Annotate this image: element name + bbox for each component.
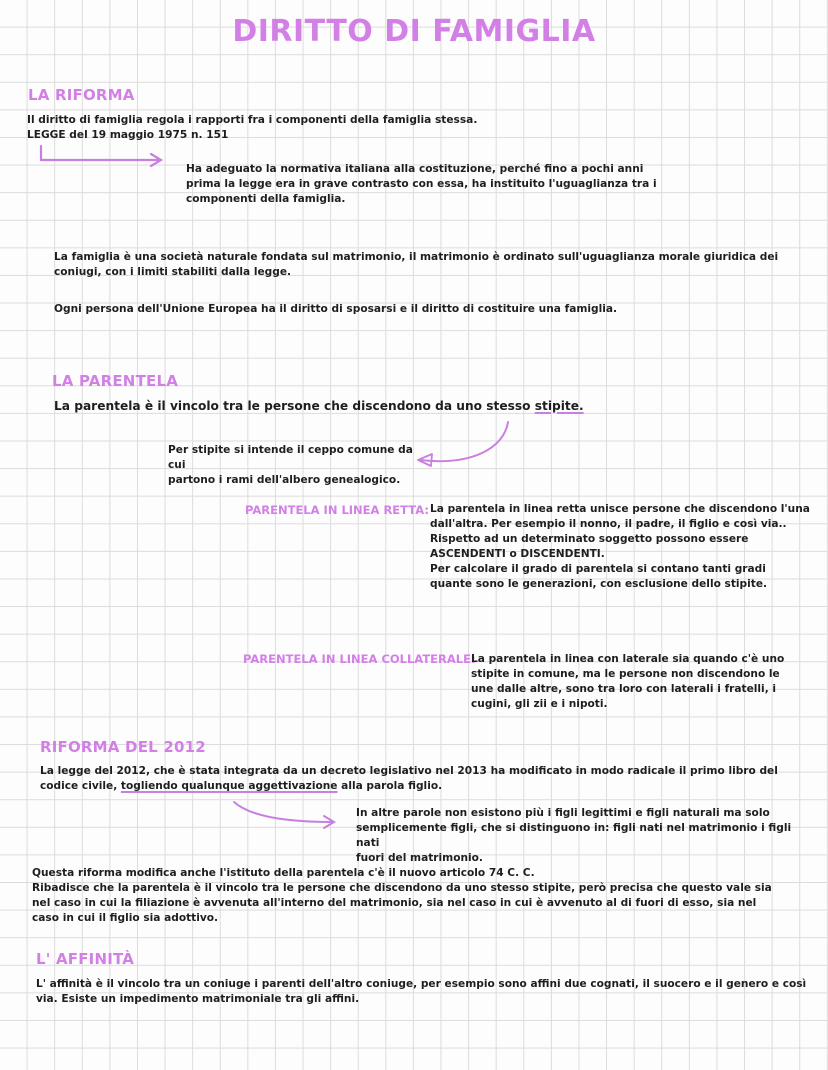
text-line: La parentela in linea retta unisce persone che discendono l'una xyxy=(430,503,810,515)
text-line: ASCENDENTI o DISCENDENTI. xyxy=(430,548,605,560)
arrow-icon xyxy=(38,144,168,168)
section-heading-affinita: L' AFFINITÀ xyxy=(36,950,135,968)
stipite-note xyxy=(168,443,428,488)
paragraph-line: L' affinità è il vincolo tra un coniuge i parenti dell'altro coniuge, per esempio sono affini due cognati, il suocero e il genero e così xyxy=(36,978,807,990)
text-line: cugini, gli zii e i nipoti. xyxy=(471,698,608,710)
note-line: componenti della famiglia. xyxy=(186,193,346,205)
riforma-paragraph-2: Ogni persona dell'Unione Europea ha il diritto di sposarsi e il diritto di costituire una famiglia. xyxy=(54,303,618,315)
section-heading-riforma: LA RIFORMA xyxy=(28,86,135,104)
text-line: dall'altra. Per esempio il nonno, il padre, il figlio e così via.. xyxy=(430,518,787,530)
note-line: In altre parole non esistono più i figli legittimi e figli naturali ma solo xyxy=(356,807,770,819)
riforma-arrow-note xyxy=(186,162,666,207)
note-line: prima la legge era in grave contrasto con essa, ha instituito l'uguaglianza tra i xyxy=(186,178,657,190)
paragraph-line: Questa riforma modifica anche l'istituto della parentela c'è il nuovo articolo 74 C. C. xyxy=(32,867,535,879)
intro-text: codice civile, xyxy=(40,780,121,792)
paragraph-line: caso in cui il figlio sia adottivo. xyxy=(32,912,219,924)
retta-label: PARENTELA IN LINEA RETTA: xyxy=(245,503,429,517)
collaterale-label: PARENTELA IN LINEA COLLATERALE: xyxy=(243,652,476,666)
curved-arrow-icon xyxy=(232,800,342,832)
text-line: Per calcolare il grado di parentela si contano tanti gradi xyxy=(430,563,766,575)
riforma-2012-arrow-note xyxy=(356,806,816,866)
affinita-text xyxy=(36,977,816,1007)
text-line: Rispetto ad un determinato soggetto possono essere xyxy=(430,533,749,545)
text-line: une dalle altre, sono tra loro con laterali i fratelli, i xyxy=(471,683,777,695)
riforma-intro xyxy=(27,113,727,143)
paragraph-line: La famiglia è una società naturale fondata sul matrimonio, il matrimonio è ordinato sull'uguaglianza morale giuridica dei xyxy=(54,251,779,263)
text-line: quante sono le generazioni, con esclusione dello stipite. xyxy=(430,578,768,590)
paragraph-line: coniugi, con i limiti stabiliti dalla legge. xyxy=(54,266,292,278)
parentela-intro xyxy=(54,398,774,414)
retta-text xyxy=(430,502,822,592)
paragraph-line: via. Esiste un impedimento matrimoniale tra gli affini. xyxy=(36,993,360,1005)
note-line: partono i rami dell'albero genealogico. xyxy=(168,474,401,486)
riforma-2012-intro xyxy=(40,764,820,794)
paragraph-line: Ribadisce che la parentela è il vincolo tra le persone che discendono da uno stesso stipite, però precisa che questo vale sia xyxy=(32,882,772,894)
note-line: fuori del matrimonio. xyxy=(356,852,483,864)
page-title: DIRITTO DI FAMIGLIA xyxy=(232,14,596,49)
note-line: semplicemente figli, che si distinguono in: figli nati nel matrimonio i figli nati xyxy=(356,822,792,849)
riforma-line-2: LEGGE del 19 maggio 1975 n. 151 xyxy=(27,129,229,141)
section-heading-parentela: LA PARENTELA xyxy=(52,372,179,390)
intro-text: alla parola figlio. xyxy=(337,780,443,792)
highlight-term: togliendo qualunque aggettivazione xyxy=(120,780,338,792)
paragraph-line: nel caso in cui la filiazione è avvenuta all'interno del matrimonio, sia nel caso in cui è avvenuto al di fuori di esso, sia nel xyxy=(32,897,757,909)
intro-line: La legge del 2012, che è stata integrata da un decreto legislativo nel 2013 ha modificato in modo radicale il primo libro del xyxy=(40,765,778,777)
collaterale-text xyxy=(471,652,791,712)
section-heading-riforma-2012: RIFORMA DEL 2012 xyxy=(40,738,206,756)
note-line: Ha adeguato la normativa italiana alla costituzione, perché fino a pochi anni xyxy=(186,163,644,175)
riforma-paragraph-1 xyxy=(54,250,814,280)
riforma-line-1: Il diritto di famiglia regola i rapporti fra i componenti della famiglia stessa. xyxy=(27,114,478,126)
note-line: Per stipite si intende il ceppo comune da cui xyxy=(168,444,413,471)
riforma-2012-paragraph xyxy=(32,866,812,926)
intro-line xyxy=(40,779,820,794)
intro-text: La parentela è il vincolo tra le persone che discendono da uno stesso xyxy=(54,399,535,413)
text-line: stipite in comune, ma le persone non discendono le xyxy=(471,668,780,680)
text-line: La parentela in linea con laterale sia quando c'è uno xyxy=(471,653,785,665)
stipite-term: stipite. xyxy=(534,399,584,413)
